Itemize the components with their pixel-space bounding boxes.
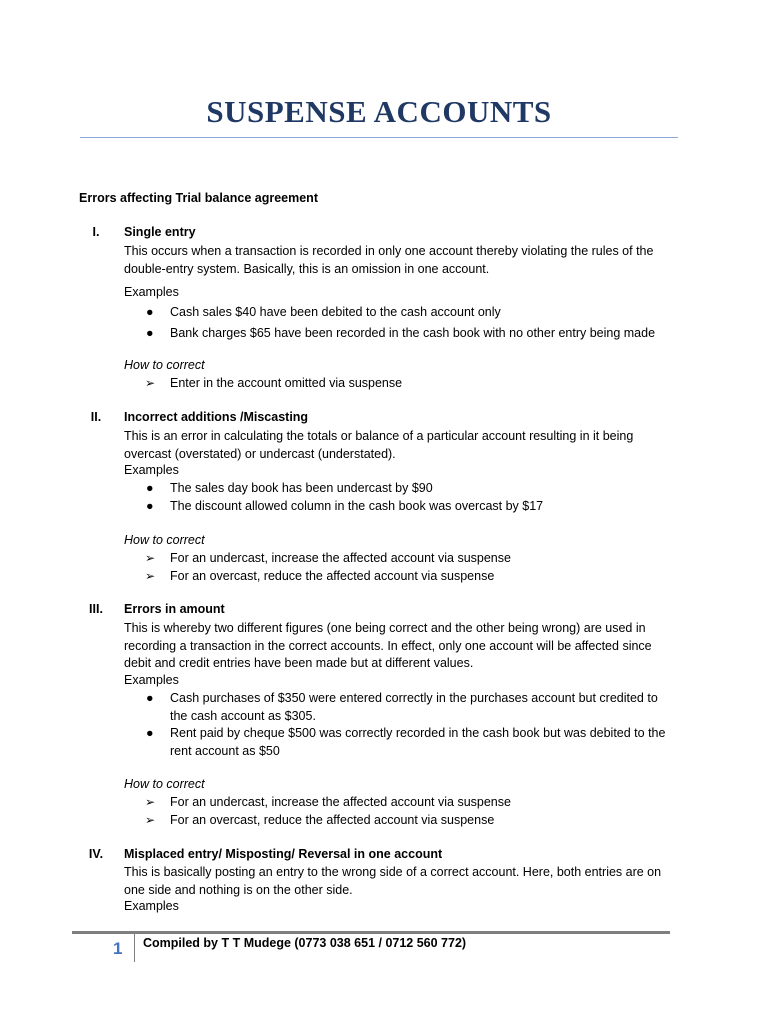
bullet-icon: ● bbox=[146, 481, 154, 495]
footer-credit: Compiled by T T Mudege (0773 038 651 / 0712 560 772) bbox=[143, 936, 467, 950]
correction-item: Enter in the account omitted via suspense bbox=[170, 376, 403, 390]
arrow-bullet-icon: ➢ bbox=[145, 795, 156, 809]
bullet-icon: ● bbox=[146, 326, 154, 340]
correction-item: For an undercast, increase the affected account via suspense bbox=[170, 795, 511, 809]
bullet-icon: ● bbox=[146, 691, 154, 705]
section-paragraph: This is an error in calculating the totals or balance of a particular account resulting in it being overcast (overstated) or undercast (understated). bbox=[124, 429, 634, 461]
footer-separator bbox=[134, 934, 135, 962]
examples-label: Examples bbox=[124, 673, 179, 687]
arrow-bullet-icon: ➢ bbox=[145, 376, 156, 390]
section-heading: Misplaced entry/ Misposting/ Reversal in one account bbox=[124, 847, 443, 861]
example-item: Cash sales $40 have been debited to the cash account only bbox=[170, 305, 501, 319]
examples-label: Examples bbox=[124, 285, 179, 299]
arrow-bullet-icon: ➢ bbox=[145, 813, 156, 827]
how-to-correct-label: How to correct bbox=[124, 358, 205, 372]
bullet-icon: ● bbox=[146, 305, 154, 319]
section-heading: Single entry bbox=[124, 225, 196, 239]
how-to-correct-label: How to correct bbox=[124, 533, 205, 547]
correction-item: For an undercast, increase the affected account via suspense bbox=[170, 551, 511, 565]
footer-divider bbox=[72, 931, 670, 934]
examples-label: Examples bbox=[124, 463, 179, 477]
title-underline bbox=[80, 137, 678, 138]
section-number: IV. bbox=[88, 847, 104, 861]
arrow-bullet-icon: ➢ bbox=[145, 569, 156, 583]
section-paragraph: This is basically posting an entry to the wrong side of a correct account. Here, both entries are on one side and nothing is on the other side. bbox=[124, 865, 662, 897]
example-item: Bank charges $65 have been recorded in the cash book with no other entry being made bbox=[170, 326, 656, 340]
page-number: 1 bbox=[113, 939, 123, 958]
bullet-icon: ● bbox=[146, 726, 154, 740]
intro-heading: Errors affecting Trial balance agreement bbox=[79, 191, 318, 205]
correction-item: For an overcast, reduce the affected account via suspense bbox=[170, 813, 495, 827]
examples-label: Examples bbox=[124, 899, 179, 913]
arrow-bullet-icon: ➢ bbox=[145, 551, 156, 565]
how-to-correct-label: How to correct bbox=[124, 777, 205, 791]
section-number: II. bbox=[90, 410, 102, 424]
example-item: The discount allowed column in the cash book was overcast by $17 bbox=[170, 499, 544, 513]
section-paragraph: This occurs when a transaction is recorded in only one account thereby violating the rules of the double-entry system. Basically, this is an omission in one account. bbox=[124, 244, 654, 276]
section-number: I. bbox=[92, 225, 100, 239]
example-item: The sales day book has been undercast by $90 bbox=[170, 481, 433, 495]
section-number: III. bbox=[89, 602, 103, 616]
example-item: Rent paid by cheque $500 was correctly recorded in the cash book but was debited to the rent account as $50 bbox=[170, 726, 666, 758]
section-paragraph: This is whereby two different figures (one being correct and the other being wrong) are used in recording a transaction in the correct accounts. In effect, only one account will be affected since debit and credit entries have been made but at different values. bbox=[124, 621, 652, 670]
page-title: SUSPENSE ACCOUNTS bbox=[206, 94, 552, 129]
correction-item: For an overcast, reduce the affected account via suspense bbox=[170, 569, 495, 583]
example-item: Cash purchases of $350 were entered correctly in the purchases account but credited to the cash account as $305. bbox=[170, 691, 658, 723]
bullet-icon: ● bbox=[146, 499, 154, 513]
section-heading: Incorrect additions /Miscasting bbox=[124, 410, 309, 424]
section-heading: Errors in amount bbox=[124, 602, 225, 616]
